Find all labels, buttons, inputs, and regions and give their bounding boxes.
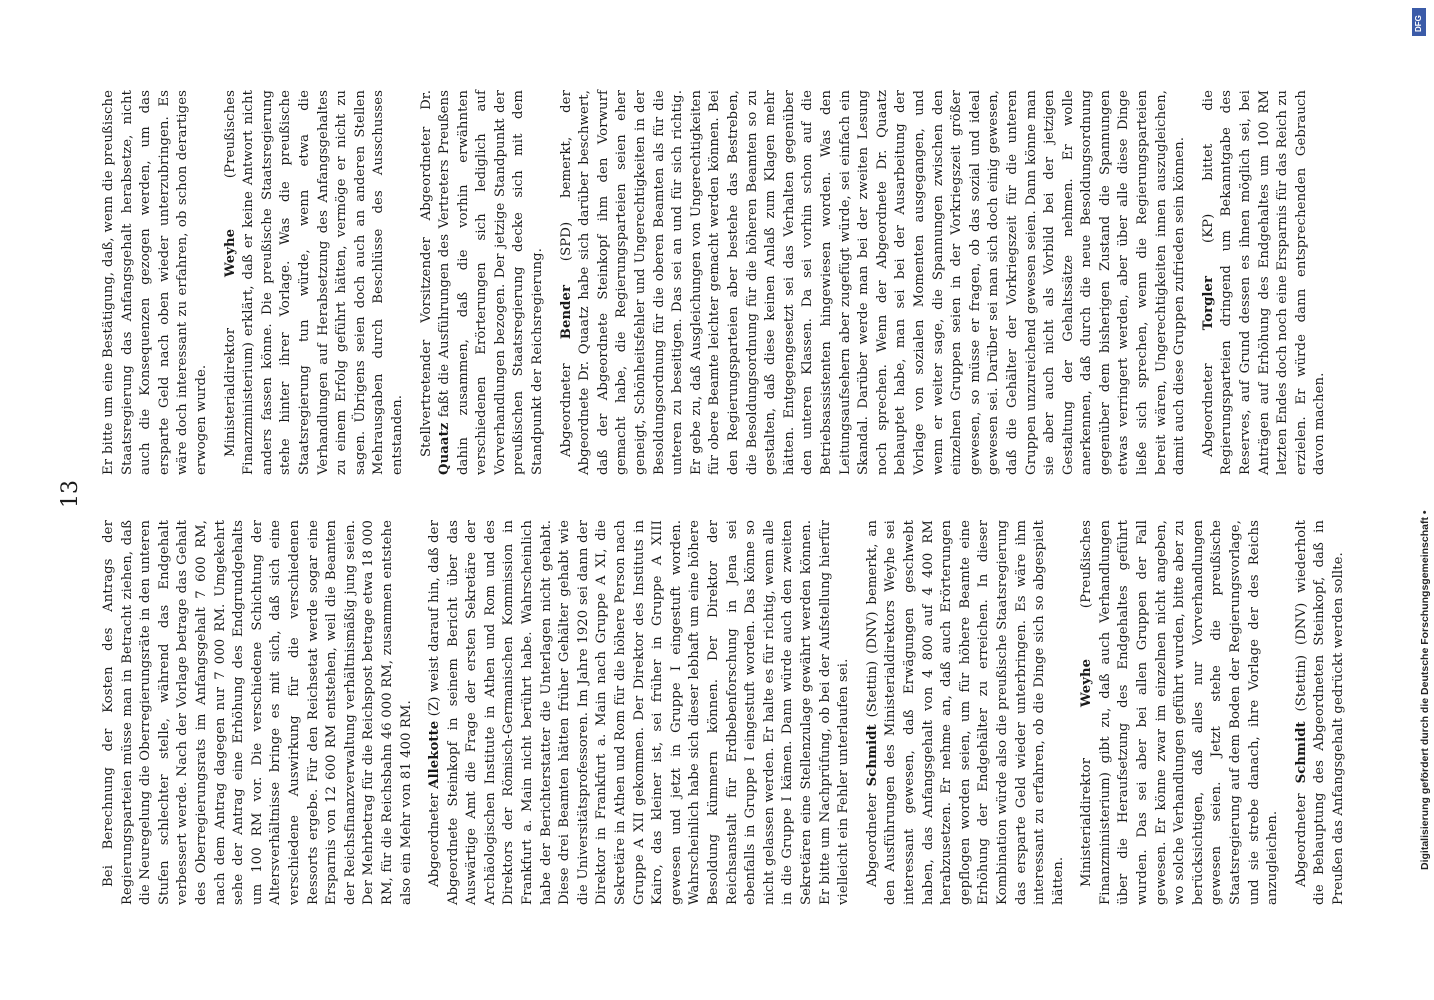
- paragraph-text: (Stettin) (DNV) wiederholt die Behauptung des Abgeordneten Steinkopf, daß in Preußen das Anfangsgehalt gedrückt werden sollte.: [1293, 520, 1346, 905]
- paragraph: [100, 90, 212, 475]
- speaker-name: Schmidt: [1293, 721, 1309, 784]
- speaker-title: Abgeordneter: [1293, 783, 1309, 887]
- speaker-name: Weyhe: [222, 228, 238, 278]
- speaker-name: Schmidt: [864, 724, 880, 787]
- paragraph: [864, 520, 1069, 905]
- paragraph-text: (KP) bittet die Regierungsparteien dringend um Bekanntgabe des Reserves, auf Grund dessen es ihnen möglich sei, bei Anträgen auf Erhöhung des Endgehaltes um 100 RM letzten Endes doch noch eine Ersparnis für das Reich zu erzielen. Er würde dann entsprechenden Gebrauch davon machen.: [1200, 90, 1328, 475]
- paragraph-text: (SPD) bemerkt, der Abgeordnete Dr. Quaatz habe sich darüber beschwert, daß der Abgeordnete Steinkopf ihm den Vorwurf gemacht habe, die Regierungsparteien seien eher geneigt, Schönheitsfehler und Ungerechtigkeiten in der Besoldungsordnung für die oberen Beamten als für die unteren zu beseitigen. Das sei an und für sich richtig. Er gebe zu, daß Ausgleichungen von Ungerechtigkeiten für obere Beamte leichter gemacht werden können. Bei den Regierungsparteien aber bestehe das Bestreben, die Besoldungsordnung für die höheren Beamten so zu gestalten, daß diese keinen Anlaß zum Klagen mehr hätten. Entgegengesetzt sei das Verhalten gegenüber den unteren Klassen. Da sei vorhin schon auf die Betriebsassistenten hingewiesen worden. Was den Leitungsaufsehern aber zugefügt würde, sei einfach ein Skandal. Darüber werde man bei der zweiten Lesung noch sprechen. Wenn der Abgeordnete Dr. Quaatz behauptet habe, man sei bei der Ausarbeitung der Vorlage von sozialen Momenten ausgegangen, und wenn er weiter sage, die Spannungen zwischen den einzelnen Gruppen seien in der Vorkriegszeit größer gewesen, so müsse er fragen, ob das sozial und ideal gewesen sei. Darüber sei man sich doch einig gewesen, daß die Gehälter der Vorkriegszeit für die unteren Gruppen unzureichend gewesen seien. Dann könne man sie aber auch nicht als Vorbild bei der jetzigen Gestaltung der Gehaltssätze nehmen. Er wolle anerkennen, daß durch die neue Besoldungsordnung gegenüber dem bisherigen Zustand die Spannungen etwas verringert werden, aber über alle diese Dinge ließe sich sprechen, wenn die Regierungsparteien bereit wären, Ungerechtigkeiten innen auszugleichen, damit auch diese Gruppen zufrieden sein können.: [558, 90, 1188, 475]
- speaker-title: Ministerialdirektor: [1079, 707, 1095, 887]
- left-column: [100, 520, 1359, 905]
- dfg-logo-text: DFG: [1414, 15, 1423, 32]
- paragraph: [222, 90, 408, 475]
- paragraph: [1200, 90, 1330, 475]
- paragraph-text: (Z) weist darauf hin, daß der Abgeordnete Steinkopf in seinem Bericht über das Auswärtige Amt die Frage der ersten Sekretäre der Archäologischen Institute in Athen und Rom und des Direktors der Römisch-Germanischen Kommission in Frankfurt a. Main nicht berührt habe. Wahrscheinlich habe der Berichterstatter die Unterlagen nicht gehabt. Diese drei Beamten hätten früher Gehälter gehabt wie die Universitätsprofessoren. Im Jahre 1920 sei dann der Direktor in Frankfurt a. Main nach Gruppe A XI, die Sekretäre in Athen und Rom für die höhere Person nach Gruppe A XII gekommen. Der Direktor des Instituts in Kairo, das kleiner ist, sei früher in Gruppe A XIII gewesen und jetzt in Gruppe I eingestuft worden. Wahrscheinlich habe sich dieser lebhaft um eine höhere Besoldung kümmern können. Der Direktor der Reichsanstalt für Erdbebenforschung in Jena sei ebenfalls in Gruppe I eingestuft worden. Das könne so nicht gelassen werden. Er halte es für richtig, wenn alle in die Gruppe I kämen. Dann würde auch den zweiten Sekretären eine Stellenzulage gewährt werden können. Er bitte um Nachprüfung, ob bei der Aufstellung hierfür vielleicht ein Fehler unterlaufen sei.: [427, 520, 852, 905]
- speaker-name: Bender: [558, 284, 574, 340]
- paragraph-text: faßt die Ausführungen des Vertreters Preußens dahin zusammen, daß die vorhin erwähnten verschiedenen Erörterungen sich lediglich auf Vorverhandlungen bezogen. Der jetzige Standpunkt der preußischen Staatsregierung decke sich mit dem Standpunkt der Reichsregierung.: [437, 90, 546, 475]
- speaker-title: Abgeordneter: [558, 339, 574, 457]
- paragraph: [426, 520, 854, 905]
- paragraph-text: (Preußisches Finanzministerium) gibt zu, daß auch Verhandlungen über die Heraufsetzung des Endgehaltes geführt wurden. Das sei aber bei allen Gruppen der Fall gewesen. Er könne zwar im einzelnen nicht angeben, wo solche Verhandlungen geführt wurden, bitte aber zu berücksichtigen, daß alles nur Vorverhandlungen gewesen seien. Jetzt stehe die preußische Staatsregierung auf dem Boden der Regierungsvorlage, und sie strebe danach, ihre Vorlage der des Reichs anzugleichen.: [1079, 520, 1281, 905]
- paragraph: [100, 520, 416, 905]
- speaker-title: Abgeordneter: [864, 786, 880, 887]
- right-column: [100, 90, 1340, 475]
- digitization-note: Digitalisierung gefördert durch die Deutsche Forschungsgemeinschaft •: [1419, 510, 1431, 870]
- speaker-title: Abgeordneter: [427, 788, 443, 887]
- paragraph-text: (Stettin) (DNV) bemerkt, an den Ausführungen des Ministerialdirektors Weyhe sei interessant gewesen, daß Erwägungen geschwebt haben, das Anfangsgehalt von 4 800 auf 4 400 RM herabzusetzen. Er nehme an, daß auch Erörterungen gepflogen worden seien, um für höhere Beamte eine Erhöhung der Endgehälter zu erreichen. In dieser Kombination würde also die preußische Staatsregierung das ersparte Geld wieder unterbringen. Es wäre ihm interessant zu erfahren, ob die Dinge sich so abgespielt hätten.: [864, 520, 1066, 905]
- speaker-title: Abgeordneter: [1200, 330, 1216, 457]
- paragraph: [1293, 520, 1349, 905]
- paragraph: [558, 90, 1190, 475]
- speaker-title: Stellvertretender Vorsitzender Abgeordneter Dr.: [418, 90, 434, 457]
- page-number: 13: [58, 480, 83, 508]
- speaker-name: Quaatz: [437, 422, 453, 475]
- speaker-name: Torgler: [1200, 275, 1216, 331]
- speaker-title: Ministerialdirektor: [222, 277, 238, 457]
- paragraph-text: Er bitte um eine Bestätigung, daß, wenn die preußische Staatsregierung das Anfangsgehalt herabsetze, nicht auch die Konsequenzen gezogen werden, um das ersparte Geld nach oben wieder unterzubringen. Es wäre doch interessant zu erfahren, ob schon derartiges erwogen wurde.: [101, 90, 209, 475]
- paragraph-text: Bei Berechnung der Kosten des Antrags der Regierungsparteien müsse man in Betracht ziehen, daß die Neuregelung die Oberregierungsräte in den unteren Stufen schlechter stelle, während das Endgehalt verbessert werde. Nach der Vorlage betrage das Gehalt des Oberregierungsrats im Anfangsgehalt 7 600 RM, nach dem Antrag dagegen nur 7 000 RM. Umgekehrt sehe der Antrag eine Erhöhung des Endgrundgehalts um 100 RM vor. Die verschiedene Schichtung der Altersverhältnisse bringe es mit sich, daß sich eine verschiedene Auswirkung für die verschiedenen Ressorts ergebe. Für den Reichsetat werde sogar eine Ersparnis von 12 600 RM entstehen, weil die Beamten der Reichsfinanzverwaltung verhältnismäßig jung seien. Der Mehrbetrag für die Reichspost betrage etwa 18 000 RM, für die Reichsbahn 46 000 RM, zusammen entstehe also ein Mehr von 81 400 RM.: [101, 520, 414, 905]
- speaker-name: Allekotte: [427, 720, 443, 789]
- paragraph: [418, 90, 548, 475]
- speaker-name: Weyhe: [1079, 658, 1095, 708]
- digitization-sidebar: [1408, 10, 1430, 870]
- paragraph: [1078, 520, 1283, 905]
- paragraph-text: (Preußisches Finanzministerium) erklärt, daß er keine Antwort nicht anders fassen könne. Die preußische Staatsregierung stehe hinter ihrer Vorlage. Was die preußische Staatsregierung tun würde, wenn etwa die Verhandlungen auf Herabsetzung des Anfangsgehaltes zu einem Erfolg geführt hätten, vermöge er nicht zu sagen. Übrigens seien doch auch an anderen Stellen Mehrausgaben durch Beschlüsse des Ausschusses entstanden.: [222, 90, 405, 475]
